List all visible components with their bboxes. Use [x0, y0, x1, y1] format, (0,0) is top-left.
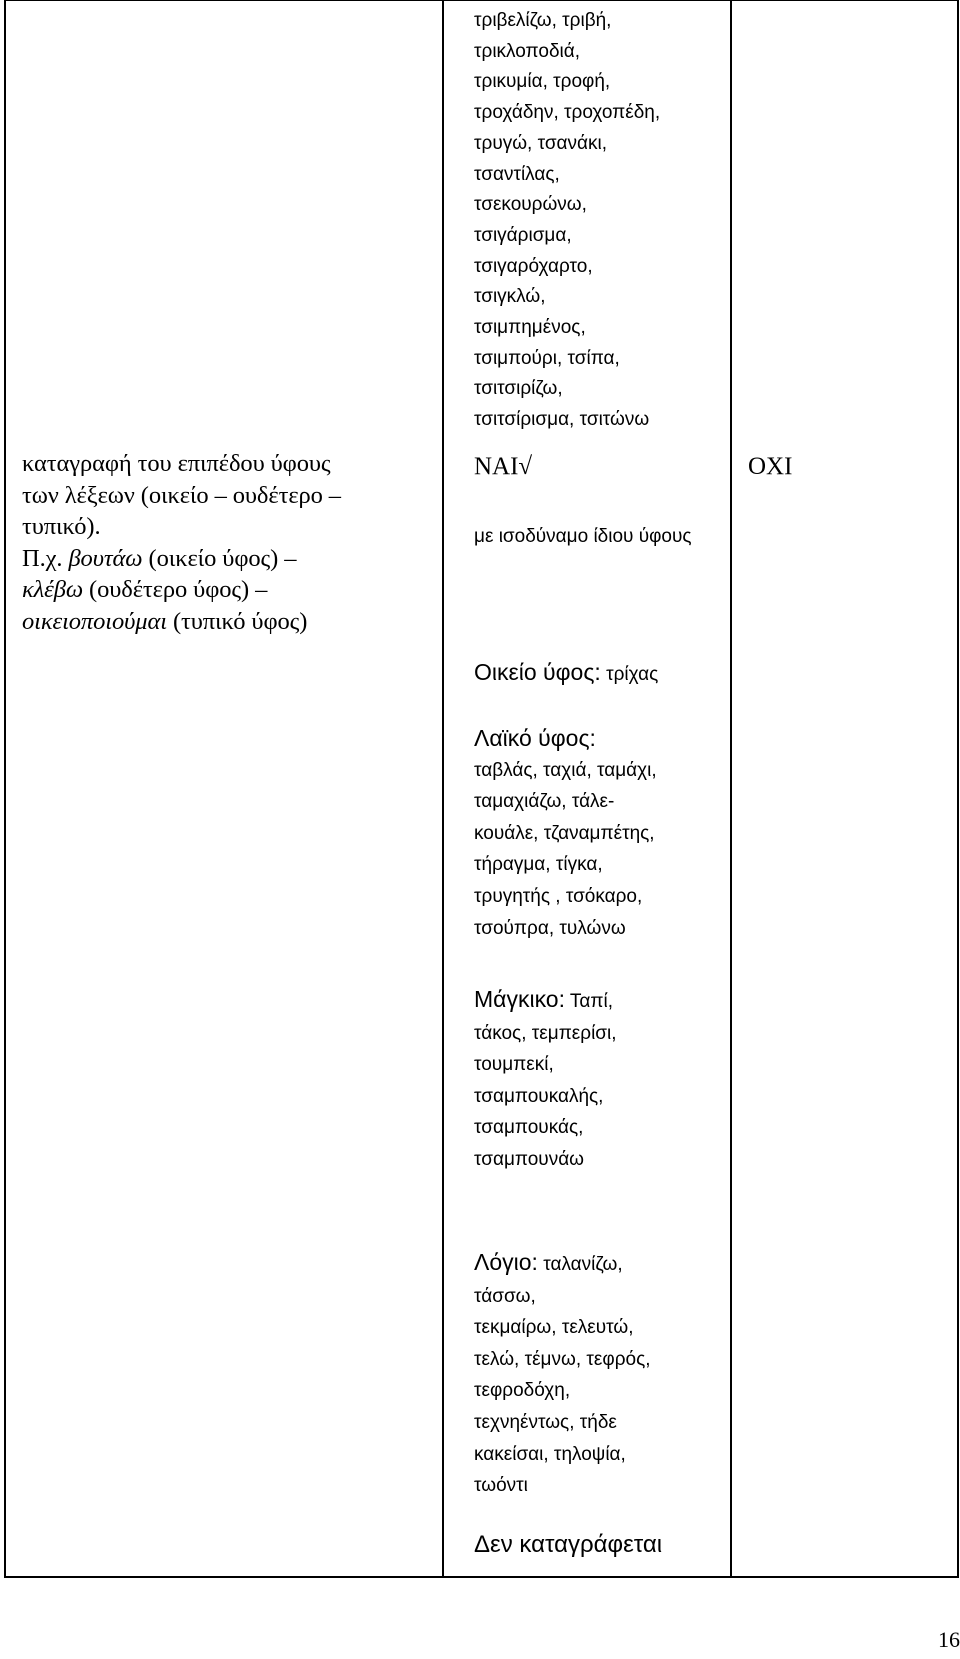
category-label: Οικείο ύφος: [474, 659, 601, 685]
table-border-bottom [4, 1576, 959, 1578]
description-line: τυπικό). [22, 513, 101, 540]
example-prefix: Π.χ. [22, 544, 69, 572]
list-item: τσαμπουνάω [474, 1148, 585, 1170]
list-item: τροχάδην, τροχοπέδη, [474, 102, 661, 124]
list-item: τήραγμα, τίγκα, [474, 854, 603, 876]
list-item: τεκμαίρω, τελευτώ, [474, 1317, 634, 1339]
category-word: ταλανίζω, [543, 1254, 623, 1275]
list-item: ταμαχιάζω, τάλε- [474, 791, 615, 813]
list-item: τεχνηέντως, τήδε [474, 1411, 617, 1433]
list-item: τσαμπουκαλής, [474, 1085, 604, 1107]
word-list-top [474, 6, 724, 436]
not-recorded-label: Δεν καταγράφεται [474, 1531, 663, 1558]
style-level-description [22, 448, 442, 637]
list-item: τουμπεκί, [474, 1054, 554, 1076]
example-word-typiko: οικειοποιούμαι [22, 607, 167, 635]
list-item: τάσσω, [474, 1285, 536, 1307]
list-item: τσιγάρισμα, [474, 224, 572, 246]
example-word-oudetero: κλέβω [22, 576, 84, 603]
list-item: τρυγώ, τσανάκι, [474, 132, 608, 154]
list-item: τσιμπούρι, τσίπα, [474, 347, 620, 369]
list-item: τσιγκλώ, [474, 286, 546, 308]
table-border-left [4, 0, 6, 1577]
example-line-2 [22, 574, 442, 606]
example-note: (ουδέτερο ύφος) – [83, 576, 268, 603]
category-logio [474, 1247, 734, 1502]
category-word: Ταπί, [569, 991, 614, 1012]
list-item: τρικλοποδιά, [474, 40, 581, 62]
equivalent-note: με ισοδύναμο ίδιου ύφους [474, 526, 692, 547]
table-divider-1 [442, 0, 444, 1577]
example-note: (οικείο ύφος) – [142, 544, 297, 572]
category-word: τρίχας [606, 664, 659, 685]
description-line: των λέξεων (οικείο – ουδέτερο – [22, 481, 341, 509]
list-item: τρυγητής , τσόκαρο, [474, 885, 643, 907]
list-item: τεφροδόχη, [474, 1380, 571, 1402]
list-item: τσαμπουκάς, [474, 1117, 584, 1139]
yes-check-label: ΝΑΙ√ [474, 453, 533, 480]
list-item: τρικυμία, τροφή, [474, 71, 611, 93]
list-item: κακείσαι, τηλοψία, [474, 1443, 626, 1465]
table-border-right [957, 0, 959, 1577]
description-line: καταγραφή του επιπέδου ύφους [22, 450, 331, 477]
page-number: 16 [938, 1627, 960, 1652]
category-label: Μάγκικο: [474, 986, 565, 1012]
list-item: κουάλε, τζαναμπέτης, [474, 822, 655, 844]
list-item: τσιτσίρισμα, τσιτώνω [474, 409, 650, 431]
list-item: τσαντίλας, [474, 163, 560, 185]
list-item: τριβελίζω, τριβή, [474, 10, 612, 31]
list-item: τάκος, τεμπερίσι, [474, 1022, 617, 1044]
example-line-3 [22, 606, 442, 638]
table-border-top [4, 0, 959, 1]
category-oikeio [474, 657, 734, 691]
list-item: ταβλάς, ταχιά, ταμάχι, [474, 759, 657, 781]
category-magiko [474, 984, 734, 1176]
list-item: τσεκουρώνω, [474, 194, 587, 216]
category-label: Λαϊκό ύφος: [474, 725, 596, 751]
category-laiko [474, 723, 734, 944]
list-item: τσιμπημένος, [474, 317, 586, 339]
list-item: τελώ, τέμνω, τεφρός, [474, 1348, 651, 1370]
no-label: ΟΧΙ [748, 453, 793, 480]
list-item: τωόντι [474, 1475, 528, 1497]
example-line-1 [22, 543, 442, 575]
category-label: Λόγιο: [474, 1249, 538, 1275]
list-item: τσούπρα, τυλώνω [474, 917, 626, 939]
example-word-oikeio: βουτάω [68, 544, 143, 572]
example-note: (τυπικό ύφος) [166, 607, 308, 635]
list-item: τσιγαρόχαρτο, [474, 255, 593, 277]
list-item: τσιτσιρίζω, [474, 378, 563, 400]
